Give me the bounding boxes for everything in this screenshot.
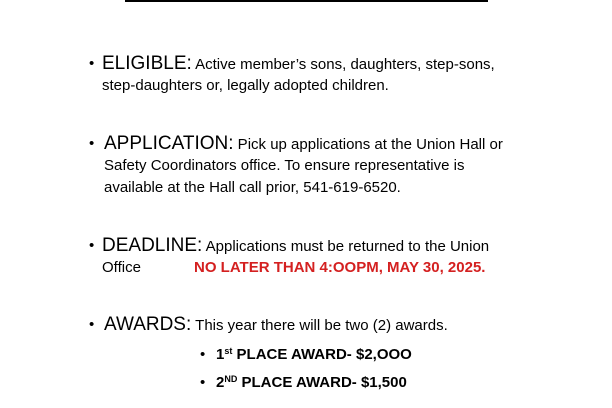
- awards-label: AWARDS:: [104, 314, 192, 335]
- bullet-icon: •: [200, 374, 206, 391]
- award-text: PLACE AWARD- $2,OOO: [232, 346, 412, 363]
- application-label: APPLICATION:: [104, 133, 234, 154]
- application-text: Pick up applications at the Union Hall or: [233, 136, 503, 153]
- eligible-label: ELIGIBLE:: [102, 53, 192, 74]
- bullet-icon: •: [89, 55, 95, 72]
- award-number: 2: [216, 374, 225, 391]
- awards-text: This year there will be two (2) awards.: [191, 317, 448, 334]
- award-first: [216, 346, 412, 363]
- award-second: [216, 374, 407, 391]
- bullet-icon: •: [89, 316, 95, 333]
- eligible-text: Active member’s sons, daughters, step-sons,: [191, 56, 495, 73]
- award-superscript: st: [224, 346, 233, 356]
- application-text-2: Safety Coordinators office. To ensure representative is: [104, 157, 465, 174]
- award-number: 1: [216, 346, 225, 363]
- award-superscript: ND: [224, 374, 238, 384]
- bullet-icon: •: [200, 346, 206, 363]
- award-text: PLACE AWARD- $1,500: [237, 374, 407, 391]
- top-rule: [125, 0, 488, 2]
- deadline-office: Office: [102, 259, 141, 276]
- bullet-icon: •: [89, 135, 95, 152]
- deadline-text: Applications must be returned to the Union: [202, 238, 490, 255]
- deadline-date: NO LATER THAN 4:OOPM, MAY 30, 2025.: [194, 259, 486, 276]
- deadline-label: DEADLINE:: [102, 235, 203, 256]
- bullet-icon: •: [89, 237, 95, 254]
- application-text-3: available at the Hall call prior, 541-619-6520.: [104, 179, 401, 196]
- eligible-text-2: step-daughters or, legally adopted children.: [102, 77, 389, 94]
